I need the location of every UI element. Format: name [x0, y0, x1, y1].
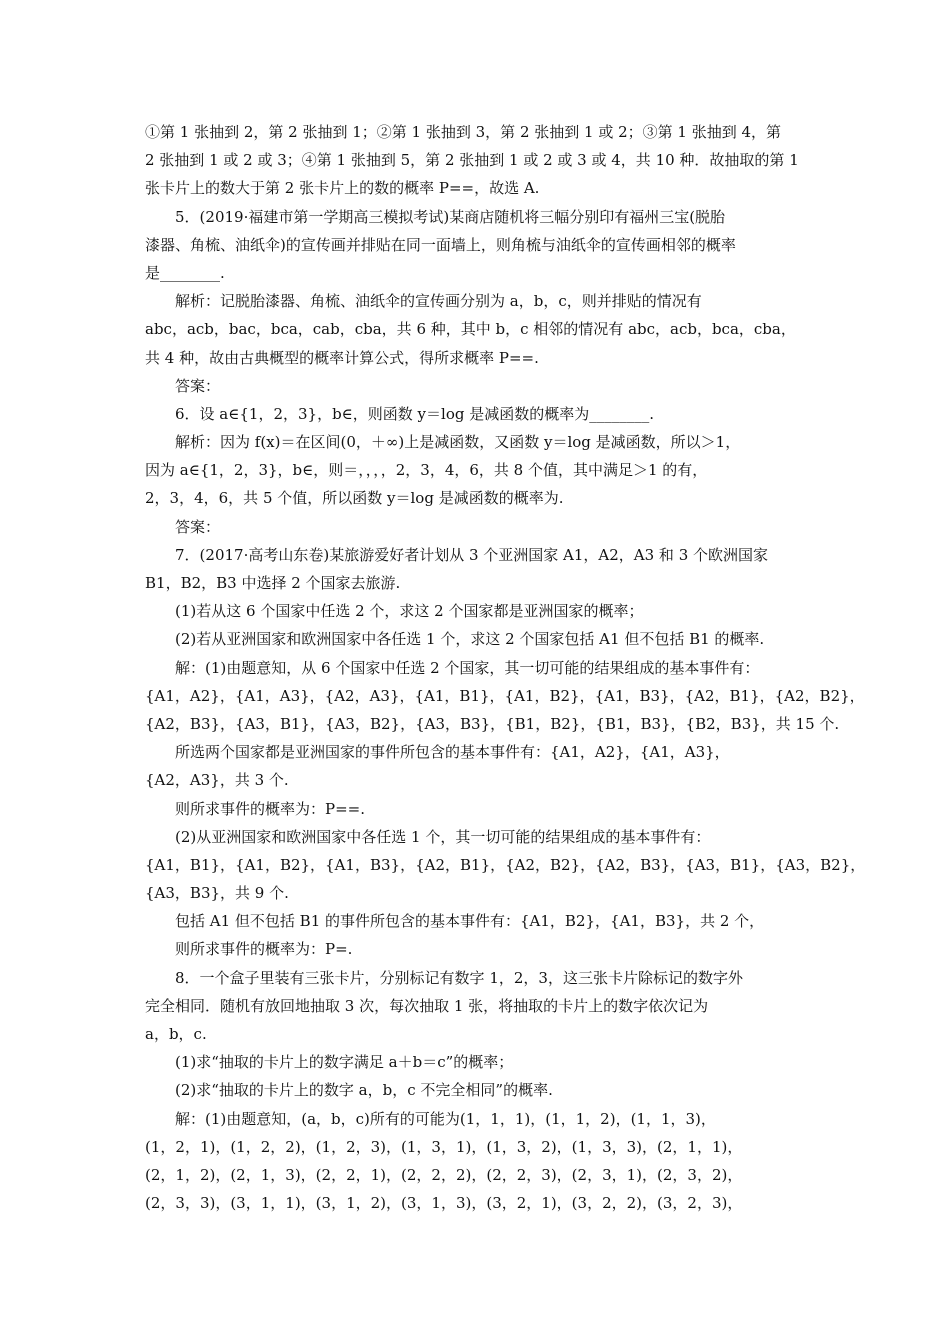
paragraph — [145, 400, 810, 428]
text-line: 则所求事件的概率为：P==. — [175, 799, 365, 818]
text-line: (2)从亚洲国家和欧洲国家中各任选 1 个，其一切可能的结果组成的基本事件有： — [175, 827, 711, 846]
text-line: a，b，c. — [145, 1025, 207, 1043]
text-line: {A2，A3}，共 3 个. — [145, 771, 289, 790]
text-line: 解：(1)由题意知，从 6 个国家中任选 2 个国家，其一切可能的结果组成的基本事件有： — [175, 658, 760, 677]
text-line: 则所求事件的概率为：P=. — [175, 940, 353, 959]
paragraph — [145, 935, 810, 963]
paragraph — [145, 654, 865, 739]
paragraph — [145, 118, 810, 203]
text-line: 6．设 a∈{1，2，3}，b∈，则函数 y＝log 是减函数的概率为________. — [175, 404, 654, 423]
paragraph — [145, 964, 810, 1049]
text-line: (2，3，3)，(3，1，1)，(3，1，2)，(3，1，3)，(3，2，1)，(3，2，2)，(3，2，3)， — [145, 1194, 743, 1213]
paragraph — [145, 625, 810, 653]
paragraph — [145, 1105, 810, 1218]
paragraph — [145, 203, 810, 288]
text-line: B1，B2，B3 中选择 2 个国家去旅游. — [145, 574, 401, 592]
text-line: 2，3，4，6，共 5 个值，所以函数 y＝log 是减函数的概率为. — [145, 489, 564, 508]
text-line: {A1，A2}，{A1，A3}，{A2，A3}，{A1，B1}，{A1，B2}，{A1，B3}，{A2，B1}，{A2，B2}， — [145, 686, 865, 705]
text-line: 解析：记脱胎漆器、角梳、油纸伞的宣传画分别为 a，b，c，则并排贴的情况有 — [175, 292, 702, 311]
paragraph — [145, 823, 866, 908]
text-line: 答案： — [175, 376, 221, 395]
text-line: (1)若从这 6 个国家中任选 2 个，求这 2 个国家都是亚洲国家的概率； — [175, 602, 644, 621]
paragraph — [145, 738, 810, 794]
text-line: 5．(2019·福建市第一学期高三模拟考试)某商店随机将三幅分别印有福州三宝(脱胎 — [175, 207, 726, 226]
paragraph — [145, 541, 810, 597]
text-line: 解：(1)由题意知，(a，b，c)所有的可能为(1，1，1)，(1，1，2)，(1，1，3)， — [175, 1109, 716, 1128]
text-line: ①第 1 张抽到 2，第 2 张抽到 1；②第 1 张抽到 3，第 2 张抽到 1 或 2；③第 1 张抽到 4，第 — [145, 123, 782, 141]
text-line: 解析：因为 f(x)＝在区间(0，＋∞)上是减函数，又函数 y＝log 是减函数，所以＞1， — [175, 433, 741, 452]
text-line: 包括 A1 但不包括 B1 的事件所包含的基本事件有：{A1，B2}，{A1，B3}，共 2 个， — [175, 912, 765, 931]
paragraph — [145, 795, 810, 823]
paragraph — [145, 1076, 810, 1104]
text-line: 因为 a∈{1，2，3}，b∈，则＝，，，，2，3，4，6，共 8 个值，其中满足＞1 的有， — [145, 461, 708, 480]
paragraph — [145, 372, 810, 400]
paragraph — [145, 1048, 810, 1076]
text-line: 8．一个盒子里装有三张卡片，分别标记有数字 1，2，3，这三张卡片除标记的数字外 — [175, 968, 743, 987]
paragraph — [145, 907, 810, 935]
text-line: 是________. — [145, 263, 225, 282]
paragraph — [145, 428, 810, 513]
text-line: (1，2，1)，(1，2，2)，(1，2，3)，(1，3，1)，(1，3，2)，(1，3，3)，(2，1，1)， — [145, 1137, 743, 1156]
text-line: 共 4 种，故由古典概型的概率计算公式，得所求概率 P==. — [145, 348, 539, 367]
text-line: (1)求“抽取的卡片上的数字满足 a＋b＝c”的概率； — [175, 1053, 514, 1072]
text-line: 答案： — [175, 517, 221, 536]
text-line: {A3，B3}，共 9 个. — [145, 884, 289, 903]
paragraph — [145, 287, 810, 372]
text-line: 漆器、角梳、油纸伞)的宣传画并排贴在同一面墙上，则角梳与油纸伞的宣传画相邻的概率 — [145, 235, 736, 254]
paragraph — [145, 597, 810, 625]
text-line: abc，acb，bac，bca，cab，cba，共 6 种，其中 b，c 相邻的情况有 abc，acb，bca，cba， — [145, 320, 796, 339]
text-line: 完全相同．随机有放回地抽取 3 次，每次抽取 1 张，将抽取的卡片上的数字依次记为 — [145, 996, 709, 1015]
paragraph — [145, 513, 810, 541]
text-line: 2 张抽到 1 或 2 或 3；④第 1 张抽到 5，第 2 张抽到 1 或 2 或 3 或 4，共 10 种．故抽取的第 1 — [145, 151, 799, 170]
text-line: {A1，B1}，{A1，B2}，{A1，B3}，{A2，B1}，{A2，B2}，{A2，B3}，{A3，B1}，{A3，B2}， — [145, 855, 866, 874]
text-line: 7．(2017·高考山东卷)某旅游爱好者计划从 3 个亚洲国家 A1，A2，A3 和 3 个欧洲国家 — [175, 545, 769, 564]
document-page — [145, 118, 866, 1217]
text-line: (2)若从亚洲国家和欧洲国家中各任选 1 个，求这 2 个国家包括 A1 但不包括 B1 的概率. — [175, 630, 765, 649]
text-line: (2，1，2)，(2，1，3)，(2，2，1)，(2，2，2)，(2，2，3)，(2，3，1)，(2，3，2)， — [145, 1165, 743, 1184]
text-line: 张卡片上的数大于第 2 张卡片上的数的概率 P==，故选 A. — [145, 179, 540, 198]
text-line: 所选两个国家都是亚洲国家的事件所包含的基本事件有：{A1，A2}，{A1，A3}， — [175, 743, 730, 762]
text-line: {A2，B3}，{A3，B1}，{A3，B2}，{A3，B3}，{B1，B2}，{B1，B3}，{B2，B3}，共 15 个. — [145, 714, 840, 733]
text-line: (2)求“抽取的卡片上的数字 a，b，c 不完全相同”的概率. — [175, 1081, 553, 1100]
